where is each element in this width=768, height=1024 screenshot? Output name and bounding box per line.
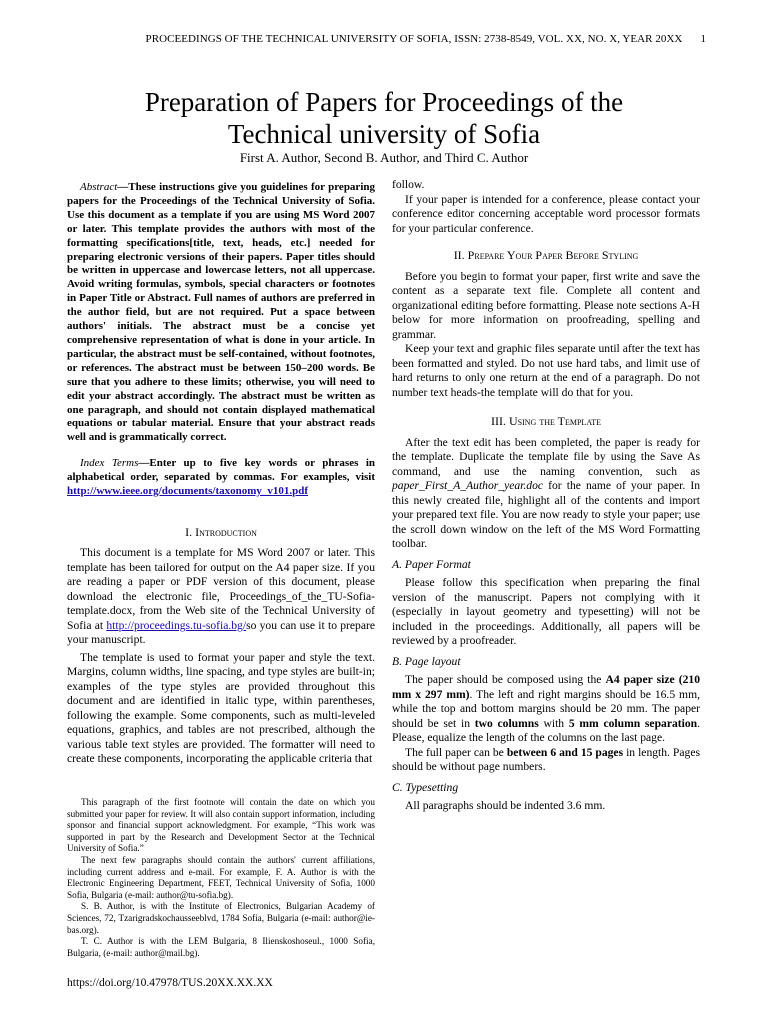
section-heading-template: III. Using the Template [491, 414, 601, 428]
continuation-text: follow. [392, 178, 425, 191]
paper-format-paragraph: Please follow this specification when preparing the final version of the manuscript. Papers not complying with it (especially in layout geometry and typesetting) will not be included in the proceedings. Additionally, all papers will be reviewed by a proofreader. [392, 576, 700, 647]
paper-title-line-2: Technical university of Sofia [227, 119, 541, 149]
prepare-paragraph-2: Keep your text and graphic files separate until after the text has been formatted and styled. Do not use hard tabs, and limit use of hard returns to only one return at the end of a paragraph. Do not number text heads-the template will do that for you. [392, 342, 700, 399]
layout-text-c: . The left and right margins should be 16.5 mm, while the top and bottom margins should be 20 mm. The paper should be set in [392, 687, 700, 730]
section-heading-prepare: II. Prepare Your Paper Before Styling [453, 248, 639, 262]
proceedings-link[interactable]: http://proceedings.tu-sofia.bg/ [106, 618, 247, 632]
intro-paragraph-1 [67, 546, 375, 648]
abstract [67, 181, 375, 445]
running-title: PROCEEDINGS OF THE TECHNICAL UNIVERSITY OF SOFIA, ISSN: 2738-8549, VOL. XX, NO. X, YEAR 20XX [145, 33, 683, 45]
layout-bold-paper-size: A4 paper size (210 mm x 297 mm) [392, 673, 700, 701]
template-text-a: After the text edit has been completed, the paper is ready for the template. Duplicate the template file by using the Save As command, and use the naming convention, such as [392, 435, 700, 478]
index-terms-text: —Enter up to five key words or phrases in alphabetical order, separated by commas. For examples, visit [67, 457, 375, 484]
layout-bold-column-separation: 5 mm column separation [568, 716, 698, 730]
left-column [67, 181, 375, 767]
file-name-example: paper_First_A_Author_year.doc [392, 479, 544, 492]
page-number: 1 [700, 33, 706, 45]
intro-p1-text: This document is a template for MS Word 2007 or later. This template has been tailored for output on the A4 paper size. If you are reading a paper or PDF version of this document, please download the electronic file, Proceedings_of_the_TU-Sofia-template.docx, from the Web site of the Technical University of Sofia at [67, 546, 375, 632]
author-list: First A. Author, Second B. Author, and Third C. Author [239, 150, 529, 165]
layout-bold-two-columns: two columns [474, 716, 539, 730]
footnote-3: S. B. Author, is with the Institute of Electronics, Bulgarian Academy of Sciences, 72, Tzarigradskochausseeblvd, 1784 Sofia, Bulgaria (e-mail: author@ie-bas.org). [67, 901, 375, 935]
doi: https://doi.org/10.47978/TUS.20XX.XX.XX [67, 977, 273, 989]
footnote-4: T. C. Author is with the LEM Bulgaria, 8 Ilienskoshoseul., 1000 Sofia, Bulgaria, (e-mail: author@mail.bg). [67, 936, 375, 958]
page-layout-paragraph-2 [392, 746, 700, 775]
index-terms-lead: Index Terms [80, 457, 139, 470]
length-text-c: in length. Pages should be without page numbers. [392, 745, 700, 773]
paper-title-line-1: Preparation of Papers for Proceedings of the [144, 87, 624, 117]
page-layout-paragraph-1 [392, 673, 700, 746]
footnotes [67, 797, 375, 959]
layout-text-a: The paper should be composed using the [405, 673, 606, 686]
index-terms [67, 457, 375, 499]
prepare-paragraph-1: Before you begin to format your paper, first write and save the content as a separate text file. Complete all content and organizational editing before formatting. Please note sections A-H below for more information on proofreading, spelling and grammar. [392, 269, 700, 341]
layout-text-e: . Please, equalize the length of the columns on the last page. [392, 716, 700, 744]
length-text-a: The full paper can be [405, 745, 507, 759]
conference-paragraph: If your paper is intended for a conference, please contact your conference editor concerning acceptable word processor formats for your particular conference. [392, 192, 700, 235]
intro-p1-tail: so you can use it to prepare your manuscript. [67, 618, 375, 647]
layout-text-d: with [538, 716, 569, 730]
abstract-lead: Abstract [80, 181, 118, 193]
footnote-2: The next few paragraphs should contain the authors' current affiliations, including current address and e-mail. For example, F. A. Author is with the Electronic Engineering Department, FEET, Technical University of Sofia, 1000 Sofia, Bulgaria (e-mail: author@tu-sofia.bg). [67, 854, 375, 900]
subsection-heading-typesetting: C. Typesetting [392, 780, 459, 794]
taxonomy-link[interactable]: http://www.ieee.org/documents/taxonomy_v101.pdf [67, 485, 309, 498]
subsection-heading-page-layout: B. Page layout [392, 654, 461, 668]
paper-title [60, 86, 708, 150]
intro-paragraph-2: The template is used to format your paper and style the text. Margins, column widths, line spacing, and type styles are built-in; examples of the type styles are provided throughout this document and are identified in italic type, within parentheses, following the example. Some components, such as multi-leveled equations, graphics, and tables are not prescribed, although the various table text styles are provided. The formatter will need to create these components, incorporating the applicable criteria that [67, 650, 375, 766]
section-heading-introduction: I. Introduction [185, 524, 257, 539]
footnote-1: This paragraph of the first footnote will contain the date on which you submitted your paper for review. It will also contain support information, including sponsor and financial support acknowledgment. For example, “This work was supported in part by the Research and Development Sector at the Technical University of Sofia.” [67, 797, 375, 854]
subsection-heading-paper-format: A. Paper Format [392, 557, 471, 571]
right-column [392, 178, 700, 814]
abstract-text: —These instructions give you guidelines for preparing papers for the Proceedings of the Technical University of Sofia. Use this document as a template if you are using MS Word 2007 or later. This template provides the authors with most of the formatting specifications[title, text, heads, etc.] needed for preparing electronic versions of their papers. Paper titles should be written in uppercase and lowercase letters, not all uppercase. Avoid writing formulas, symbols, special characters or footnotes in Paper Title or Abstract. Full names of authors are preferred in the author field, but are not required. Put a space between authors' initials. The abstract must be a concise yet comprehensive representation of what is done in your article. In particular, the abstract must be self-contained, without footnotes, or references. The abstract must be between 150–200 words. Be sure that you adhere to these limits; otherwise, you will need to edit your abstract accordingly. The abstract must be written as one paragraph, and should not contain displayed mathematical equations or tabular material. Ensure that your abstract reads well and is grammatically correct. [67, 181, 375, 444]
template-paragraph [392, 436, 700, 552]
template-text-b: for the name of your paper. In this newly created file, highlight all of the contents and import your prepared text file. You are now ready to style your paper; use the scroll down window on the left of the MS Word Formatting toolbar. [392, 479, 700, 550]
typesetting-paragraph: All paragraphs should be indented 3.6 mm. [405, 799, 606, 812]
length-bold-pages: between 6 and 15 pages [506, 745, 624, 759]
running-header [60, 33, 706, 45]
